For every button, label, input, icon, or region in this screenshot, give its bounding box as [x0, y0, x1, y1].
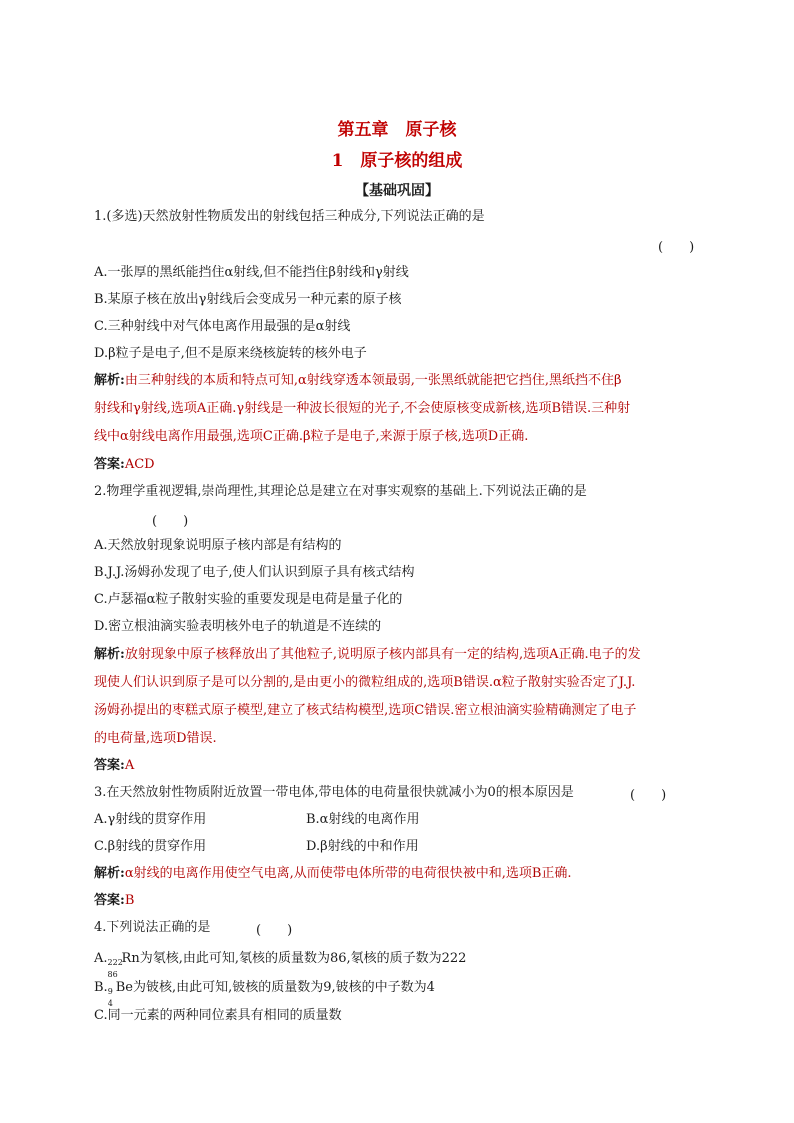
- q3-answer: 答案:B: [94, 893, 135, 908]
- q3-explanation-line: 解析:α射线的电离作用使空气电离,从而使带电体所带的电荷很快被中和,选项B正确.: [94, 866, 572, 881]
- q1-explanation-line: 射线和γ射线,选项A正确.γ射线是一种波长很短的光子,不会使原核变成新核,选项B错误.三种射: [94, 401, 631, 416]
- q3-option-b: B.α射线的电离作用: [306, 812, 420, 827]
- q1-explanation-line: 线中α射线电离作用最强,选项C正确.β粒子是电子,来源于原子核,选项D正确.: [94, 429, 529, 444]
- q2-answer-paren: ( ): [152, 514, 189, 529]
- q1-explanation-line: 解析:由三种射线的本质和特点可知,α射线穿透本领最弱,一张黑纸就能把它挡住,黑纸挡不住β: [94, 373, 622, 388]
- q2-explanation-line: 现使人们认识到原子是可以分割的,是由更小的微粒组成的,选项B错误.α粒子散射实验否定了J.J.: [94, 675, 636, 690]
- q2-explain-label: 解析:: [94, 647, 125, 662]
- q2-option-a: A.天然放射现象说明原子核内部是有结构的: [94, 538, 342, 553]
- q1-option-c: C.三种射线中对气体电离作用最强的是α射线: [94, 319, 351, 334]
- q2-stem: 2.物理学重视逻辑,崇尚理性,其理论总是建立在对事实观察的基础上.下列说法正确的是: [94, 484, 587, 499]
- q3-option-a: A.γ射线的贯穿作用: [94, 812, 207, 827]
- q2-option-c: C.卢瑟福α粒子散射实验的重要发现是电荷是量子化的: [94, 592, 403, 607]
- q2-explanation-line: 的电荷量,选项D错误.: [94, 731, 217, 746]
- q1-option-d: D.β粒子是电子,但不是原来绕核旋转的核外电子: [94, 346, 367, 361]
- chapter-title: 第五章 原子核: [337, 120, 457, 140]
- q2-explanation-line: 解析:放射现象中原子核释放出了其他粒子,说明原子核内部具有一定的结构,选项A正确.电子的发: [94, 647, 641, 662]
- section-label: 【基础巩固】: [355, 183, 439, 199]
- q1-explain-label: 解析:: [94, 373, 125, 388]
- q3-option-d: D.β射线的中和作用: [306, 839, 419, 854]
- q1-option-a: A.一张厚的黑纸能挡住α射线,但不能挡住β射线和γ射线: [94, 265, 409, 280]
- q1-option-b: B.某原子核在放出γ射线后会变成另一种元素的原子核: [94, 292, 402, 307]
- q1-answer-value: ACD: [124, 457, 155, 472]
- section-title: 1 原子核的组成: [331, 151, 463, 171]
- q1-answer: 答案:ACD: [94, 457, 155, 472]
- q4-option-a: A. 222 86 Rn为氡核,由此可知,氡核的质量数为86,氡核的质子数为222: [94, 951, 467, 979]
- q3-option-c: C.β射线的贯穿作用: [94, 839, 207, 854]
- q3-answer-value: B: [124, 893, 135, 908]
- q2-option-b: B.J.J.汤姆孙发现了电子,使人们认识到原子具有核式结构: [94, 565, 415, 580]
- q2-explanation-line: 汤姆孙提出的枣糕式原子模型,建立了核式结构模型,选项C错误.密立根油滴实验精确测定了电子: [94, 703, 637, 718]
- q1-answer-paren: ( ): [658, 240, 695, 255]
- q4-option-c: C.同一元素的两种同位素具有相同的质量数: [94, 1008, 342, 1023]
- q4-stem: 4.下列说法正确的是: [94, 920, 211, 935]
- q2-answer: 答案:A: [94, 758, 135, 773]
- q4-answer-paren: ( ): [256, 923, 293, 938]
- q2-option-d: D.密立根油滴实验表明核外电子的轨道是不连续的: [94, 619, 382, 634]
- q3-stem: 3.在天然放射性物质附近放置一带电体,带电体的电荷量很快就减小为0的根本原因是: [94, 785, 574, 800]
- q2-answer-value: A: [124, 758, 135, 773]
- q4-option-b: B. 9 4 Be为铍核,由此可知,铍核的质量数为9,铍核的中子数为4: [94, 980, 435, 1008]
- q3-answer-paren: ( ): [630, 788, 667, 803]
- q3-explain-label: 解析:: [94, 866, 125, 881]
- q1-stem: 1.(多选)天然放射性物质发出的射线包括三种成分,下列说法正确的是: [94, 209, 485, 224]
